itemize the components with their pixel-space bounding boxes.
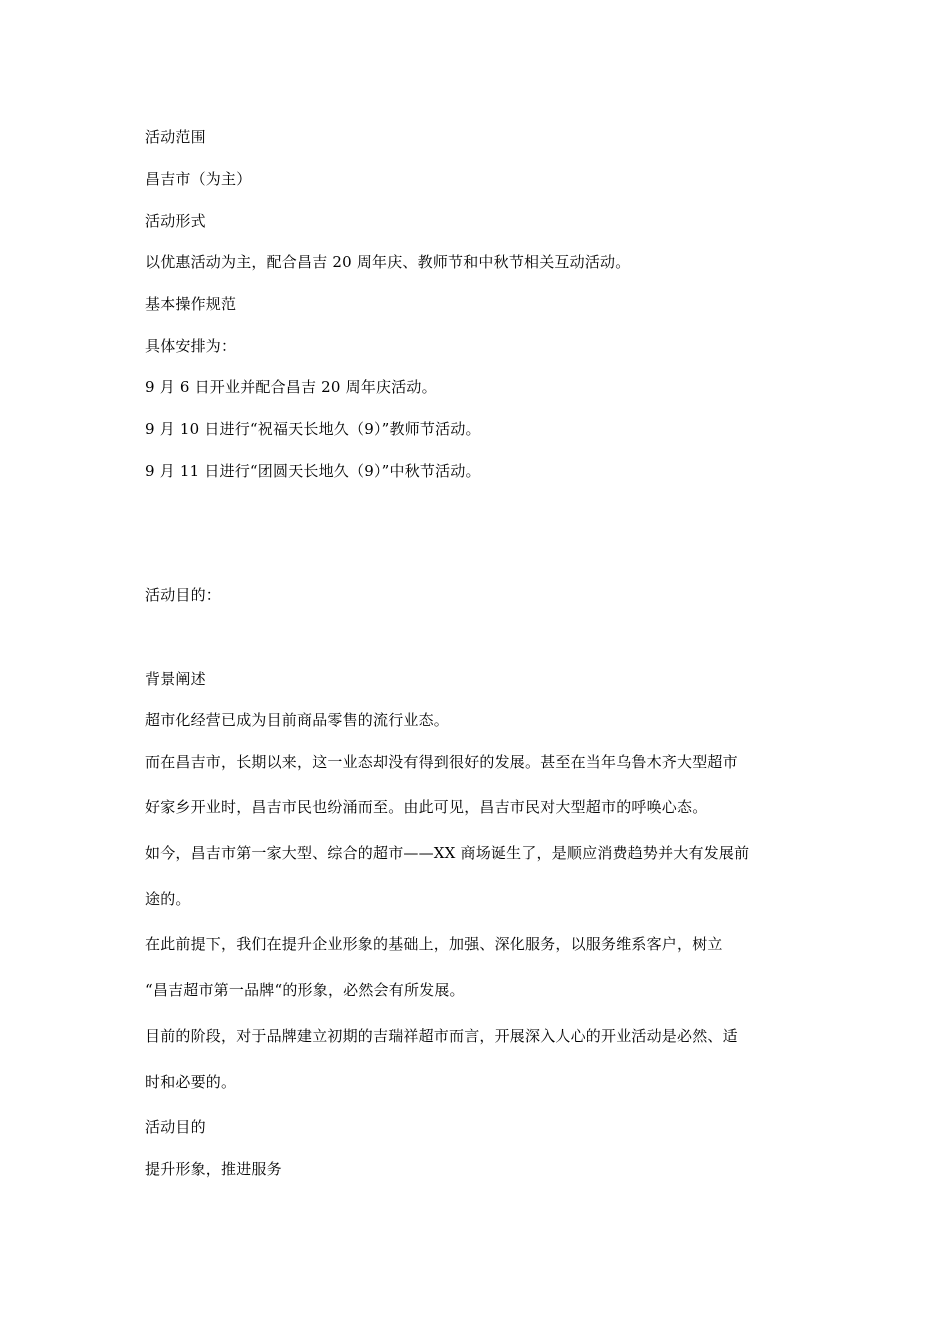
paragraph-line: 时和必要的。 xyxy=(145,1073,237,1091)
background-heading: 背景阐述 xyxy=(145,670,206,688)
goal-heading: 活动目的 xyxy=(145,1118,206,1136)
form-text: 以优惠活动为主，配合昌吉 20 周年庆、教师节和中秋节相关互动活动。 xyxy=(145,253,631,271)
goal-text: 提升形象，推进服务 xyxy=(145,1160,282,1178)
schedule-item: 9 月 10 日进行“祝福天长地久（9）”教师节活动。 xyxy=(145,420,481,438)
paragraph-line: 好家乡开业时，昌吉市民也纷涌而至。由此可见，昌吉市民对大型超市的呼唤心态。 xyxy=(145,798,708,816)
paragraph-line: 在此前提下，我们在提升企业形象的基础上，加强、深化服务，以服务维系客户，树立 xyxy=(145,935,723,953)
scope-text: 昌吉市（为主） xyxy=(145,170,252,188)
paragraph-line: 超市化经营已成为目前商品零售的流行业态。 xyxy=(145,711,450,729)
form-heading: 活动形式 xyxy=(145,212,206,230)
scope-heading: 活动范围 xyxy=(145,128,206,146)
ops-heading: 基本操作规范 xyxy=(145,295,237,313)
paragraph-line: 如今，昌吉市第一家大型、综合的超市——XX 商场诞生了，是顺应消费趋势并大有发展前 xyxy=(145,844,750,862)
paragraph-line: “昌吉超市第一品牌“的形象，必然会有所发展。 xyxy=(145,981,465,999)
paragraph-line: 途的。 xyxy=(145,890,191,908)
schedule-item: 9 月 6 日开业并配合昌吉 20 周年庆活动。 xyxy=(145,378,437,396)
schedule-item: 9 月 11 日进行“团圆天长地久（9）”中秋节活动。 xyxy=(145,462,481,480)
paragraph-line: 而在昌吉市，长期以来，这一业态却没有得到很好的发展。甚至在当年乌鲁木齐大型超市 xyxy=(145,753,738,771)
paragraph-line: 目前的阶段，对于品牌建立初期的吉瑞祥超市而言，开展深入人心的开业活动是必然、适 xyxy=(145,1027,738,1045)
arrangement-heading: 具体安排为： xyxy=(145,337,237,355)
purpose-heading: 活动目的： xyxy=(145,586,222,604)
